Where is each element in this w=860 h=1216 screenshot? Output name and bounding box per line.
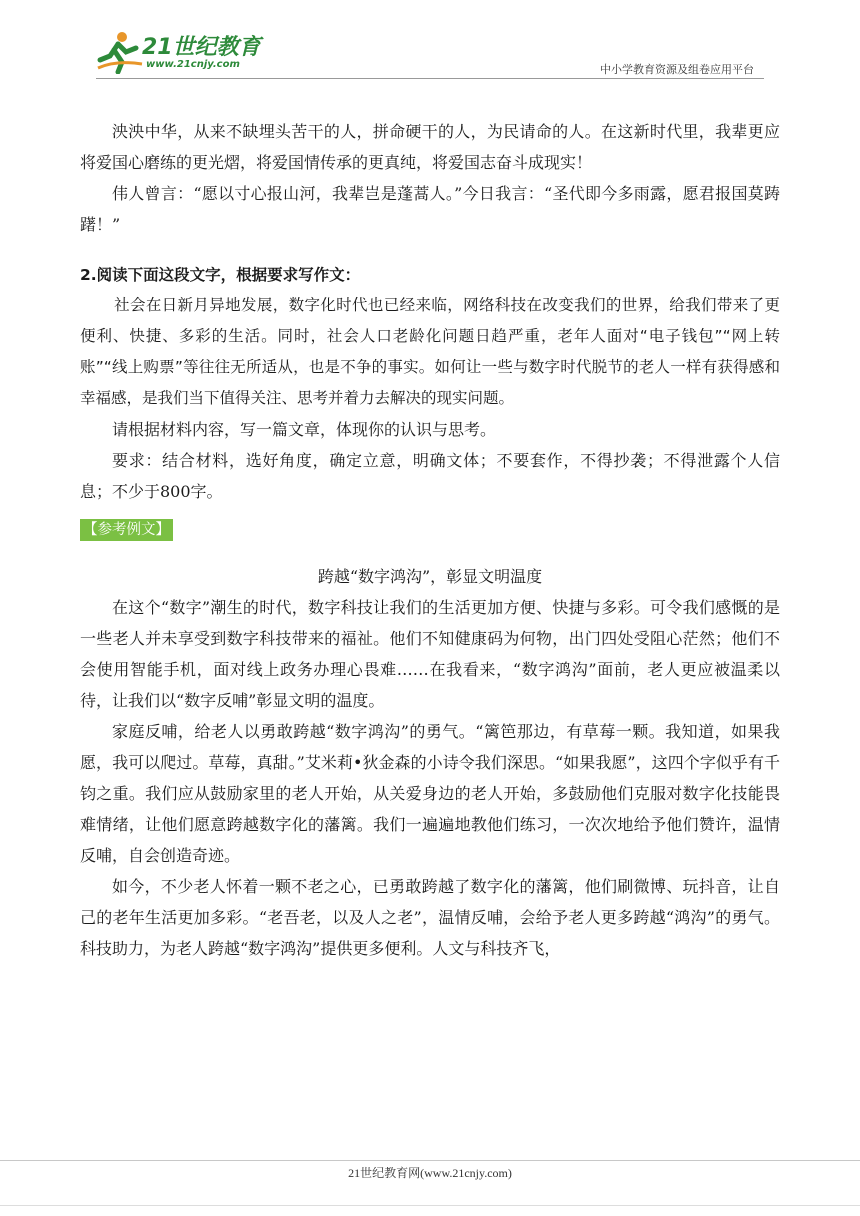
question-requirement: 要求：结合材料，选好角度，确定立意，明确文体；不要套作，不得抄袭；不得泄露个人信息；不少于800字。 [80,451,780,501]
logo-url: www.21cnjy.com [146,59,240,70]
question-title: 2.阅读下面这段文字，根据要求写作文： [80,266,361,284]
essay-paragraph: 如今，不少老人怀着一颗不老之心，已勇敢跨越了数字化的藩篱，他们刷微博、玩抖音，让自己的老年生活更加多彩。“老吾老，以及人之老”，温情反哺，会给予老人更多跨越“鸿沟”的勇气。科技助力，为老人跨越“数字鸿沟”提供更多便利。人文与科技齐飞， [80,877,780,958]
logo [96,30,266,76]
runner-logo-icon [96,30,144,74]
essay-title: 跨越“数字鸿沟”，彰显文明温度 [317,567,543,586]
question-material: 社会在日新月异地发展，数字化时代也已经来临，网络科技在改变我们的世界，给我们带来了更便利、快捷、多彩的生活。同时，社会人口老龄化问题日趋严重，老年人面对“电子钱包”“网上转账”“线上购票”等往往无所适从，也是不争的事实。如何让一些与数字时代脱节的老人一样有获得感和幸福感，是我们当下值得关注、思考并着力去解决的现实问题。 [80,296,780,407]
question-instruction: 请根据材料内容，写一篇文章，体现你的认识与思考。 [112,420,497,439]
logo-text: 21世纪教育 [142,35,261,60]
page-bottom-edge [0,1205,860,1206]
reference-tag: 【参考例文】 [80,519,173,541]
intro-paragraph: 伟人曾言：“愿以寸心报山河，我辈岂是蓬蒿人。”今日我言：“圣代即今多雨露，愿君报国莫踌躇！” [80,184,780,234]
header-divider [96,78,764,79]
reference-tag-row [80,519,780,551]
intro-paragraph: 泱泱中华，从来不缺埋头苦干的人，拼命硬干的人，为民请命的人。在这新时代里，我辈更应将爱国心磨练的更光熠，将爱国情传承的更真纯，将爱国志奋斗成现实！ [80,122,780,172]
platform-name: 中小学教育资源及组卷应用平台 [600,63,754,76]
document-body [80,116,780,964]
page-header [0,0,860,80]
footer-divider [0,1160,860,1161]
essay-paragraph: 在这个“数字”潮生的时代，数字科技让我们的生活更加方便、快捷与多彩。可令我们感慨的是一些老人并未享受到数字科技带来的福祉。他们不知健康码为何物，出门四处受阻心茫然；他们不会使用智能手机，面对线上政务办理心畏难……在我看来，“数字鸿沟”面前，老人更应被温柔以待，让我们以“数字反哺”彰显文明的温度。 [80,598,780,710]
page-footer: 21世纪教育网(www.21cnjy.com) [348,1166,512,1180]
essay-paragraph: 家庭反哺，给老人以勇敢跨越“数字鸿沟”的勇气。“篱笆那边，有草莓一颗。我知道，如果我愿，我可以爬过。草莓，真甜。”艾米莉•狄金森的小诗令我们深思。“如果我愿”，这四个字似乎有千钧之重。我们应从鼓励家里的老人开始，从关爱身边的老人开始，多鼓励他们克服对数字化技能畏难情绪，让他们愿意跨越数字化的藩篱。我们一遍遍地教他们练习，一次次地给予他们赞许，温情反哺，自会创造奇迹。 [80,722,780,865]
